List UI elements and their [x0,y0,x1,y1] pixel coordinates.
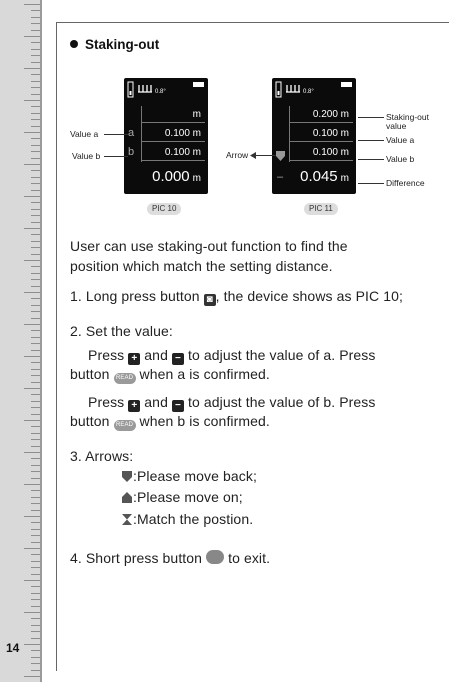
ruler-tick [31,522,40,523]
ruler-tick [31,394,40,395]
pic10-row-1: m [141,106,205,123]
pic10-anno-line-a [104,134,128,135]
ruler-tick [24,644,40,645]
screen-status-icons [272,78,356,104]
ruler-tick [31,318,40,319]
ruler-tick [31,94,40,95]
ruler-tick [31,343,40,344]
step2-b-rest: to adjust the value of b. Press [187,394,376,410]
step2-a-confirm: when a is confirmed. [139,366,270,382]
ruler-tick [31,151,40,152]
ruler-tick [24,612,40,613]
ruler-tick [24,676,40,677]
ruler-tick [31,113,40,114]
pic11-anno-line-diff [358,183,384,184]
ruler-tick [31,74,40,75]
staking-line-2: value [386,121,407,131]
ruler-tick [31,138,40,139]
ruler-tick [31,529,40,530]
ruler-tick [24,164,40,165]
screen-status-icons [124,78,208,104]
pic11-anno-value-b: Value b [386,154,415,164]
arrow-head-icon [250,152,256,159]
ruler-tick [31,446,40,447]
ruler-tick [31,631,40,632]
ruler-tick [31,439,40,440]
ruler-tick [31,586,40,587]
ruler-tick [31,10,40,11]
pic11-row-staking: 0.200 m [289,106,353,123]
pic10-anno-line-b [104,156,128,157]
and-text: and [144,347,168,363]
pic11-anno-line-a [358,140,384,141]
ruler-tick [31,126,40,127]
ruler-tick [24,132,40,133]
ruler-tick [31,503,40,504]
measure-mode-icon [138,85,152,92]
ruler-tick [31,222,40,223]
pic11-anno-line-b [358,159,384,160]
ruler-tick [31,382,40,383]
ruler-tick [24,388,40,389]
ruler-tick [31,369,40,370]
pic10-result-value: 0.000 [152,168,190,185]
ruler-tick [24,68,40,69]
ruler-tick [31,433,40,434]
arrow-back-item [121,466,257,486]
ruler-tick [31,311,40,312]
ruler-tick [31,471,40,472]
page-ruler [0,0,42,682]
ruler-tick [31,62,40,63]
svg-text:0.8°: 0.8° [303,89,314,95]
plus-key-icon: + [128,353,140,365]
ruler-tick [31,145,40,146]
pic10-row-value-b: 0.100 m [141,144,205,161]
ruler-tick [31,490,40,491]
pic10-result-unit: m [192,173,201,184]
step-3-title: 3. Arrows: [70,448,134,464]
measure-mode-icon [286,85,300,92]
ruler-tick [24,324,40,325]
arrow-down-icon [275,150,286,162]
pic10-anno-value-a: Value a [70,129,99,139]
intro-line-1: User can use staking-out function to find the [70,238,348,254]
ruler-tick [31,81,40,82]
pic10-row-value-a: 0.100 m [141,125,205,142]
read-key-icon: READ [114,373,136,384]
ruler-tick [31,561,40,562]
pic10-result [141,168,205,185]
ruler-tick [31,350,40,351]
pic10-caption: PIC 10 [147,203,181,215]
ruler-tick [24,580,40,581]
ruler-tick [31,266,40,267]
button-text: button [70,413,110,429]
ruler-tick [31,337,40,338]
ruler-tick [24,484,40,485]
minus-key-icon: − [172,353,184,365]
arrow-up-icon [121,491,133,504]
ruler-tick [24,516,40,517]
ruler-tick [31,497,40,498]
step4-text-b: to exit. [228,550,271,566]
ruler-tick [31,254,40,255]
ruler-tick [31,17,40,18]
ruler-tick [24,292,40,293]
ruler-tick [31,510,40,511]
arrow-match-text: :Match the postion. [133,511,254,527]
ruler-tick [31,305,40,306]
step-2-a-line-1 [88,345,376,365]
hourglass-icon [121,513,133,526]
step2-b-confirm: when b is confirmed. [139,413,270,429]
ruler-tick [31,426,40,427]
ruler-tick [31,650,40,651]
ruler-tick [31,119,40,120]
ruler-tick [31,241,40,242]
press-text: Press [88,394,125,410]
pic11-anno-arrow: Arrow [226,150,249,160]
pic10-screen [124,78,208,194]
ruler-tick [31,401,40,402]
step-2-b-line-2 [70,411,270,431]
ruler-tick [31,599,40,600]
step-4 [70,548,270,568]
ruler-tick [31,465,40,466]
pic11-row-value-a: 0.100 m [289,125,353,142]
ruler-tick [31,158,40,159]
read-key-icon: READ [114,420,136,431]
step2-a-rest: to adjust the value of a. Press [187,347,376,363]
ruler-tick [31,593,40,594]
ruler-tick [31,202,40,203]
button-text: button [70,366,110,382]
ruler-tick [31,273,40,274]
ruler-tick [31,458,40,459]
pic11-row-value-b: 0.100 m [289,144,353,161]
ruler-tick [31,49,40,50]
svg-text:0.8°: 0.8° [155,89,166,95]
minus-sign: – [277,171,284,183]
heading-text: Staking-out [85,37,160,52]
ruler-tick [31,106,40,107]
arrow-on-item [121,487,243,507]
pic10-anno-value-b: Value b [72,151,101,161]
ruler-tick [24,4,40,5]
ruler-tick [31,414,40,415]
step-2-title: 2. Set the value: [70,323,173,339]
pic11-anno-difference: Difference [386,178,425,188]
ruler-tick [31,574,40,575]
ruler-tick [31,535,40,536]
ruler-tick [31,247,40,248]
pic11-result [289,168,353,185]
ruler-tick [31,170,40,171]
ruler-tick [31,286,40,287]
ruler-tick [24,356,40,357]
pic11-anno-line-staking [358,117,384,118]
ruler-tick [31,618,40,619]
step1-text-a: 1. Long press button [70,288,200,304]
ruler-tick [24,548,40,549]
ruler-tick [31,670,40,671]
battery-icon [341,82,352,87]
pic11-anno-value-a: Value a [386,135,415,145]
intro-line-2: position which match the setting distance. [70,258,333,274]
ruler-tick [31,209,40,210]
ruler-tick [31,183,40,184]
step-2-a-line-2 [70,364,270,384]
ruler-tick [31,567,40,568]
ruler-tick [31,177,40,178]
staking-line-1: Staking-out [386,112,429,122]
arrow-match-item [121,509,253,529]
ruler-tick [31,234,40,235]
pic11-result-value: 0.045 [300,168,338,185]
and-text: and [144,394,168,410]
arrow-down-icon [121,470,133,483]
ruler-tick [31,30,40,31]
ruler-tick [31,87,40,88]
pic11-caption: PIC 11 [304,203,338,215]
ruler-tick [24,420,40,421]
ruler-tick [31,638,40,639]
ruler-tick [31,625,40,626]
press-text: Press [88,347,125,363]
ruler-tick [31,362,40,363]
ruler-tick [31,42,40,43]
bullet-icon [70,40,78,48]
ruler-tick [31,23,40,24]
ruler-tick [31,663,40,664]
ruler-tick [31,657,40,658]
arrow-back-text: :Please move back; [133,468,257,484]
ruler-tick [24,228,40,229]
ruler-tick [24,452,40,453]
ruler-tick [31,298,40,299]
exit-key-icon [206,550,224,564]
arrow-on-text: :Please move on; [133,489,243,505]
step-2-b-line-1 [88,392,376,412]
label-a: a [128,127,135,139]
ruler-tick [24,100,40,101]
ruler-tick [31,542,40,543]
step-1 [70,286,403,306]
pic11-screen [272,78,356,194]
step1-text-b: , the device shows as PIC 10; [215,288,403,304]
label-b: b [128,146,135,158]
minus-key-icon: − [172,400,184,412]
plus-key-icon: + [128,400,140,412]
ruler-tick [24,36,40,37]
ruler-tick [31,407,40,408]
ruler-tick [31,554,40,555]
ruler-tick [31,375,40,376]
ruler-tick [24,260,40,261]
pic11-anno-staking [386,113,429,131]
section-heading [70,37,159,52]
measure-key-icon: ◙ [204,294,216,306]
ruler-tick [31,606,40,607]
ruler-tick [31,478,40,479]
ruler-tick [31,330,40,331]
ruler-tick [24,196,40,197]
ruler-tick [31,55,40,56]
ruler-tick [31,215,40,216]
pic11-result-unit: m [340,173,349,184]
ruler-tick [31,279,40,280]
ruler-tick [31,190,40,191]
step4-text-a: 4. Short press button [70,550,203,566]
ruler-edge [40,0,42,682]
page-number: 14 [6,641,20,655]
battery-icon [193,82,204,87]
